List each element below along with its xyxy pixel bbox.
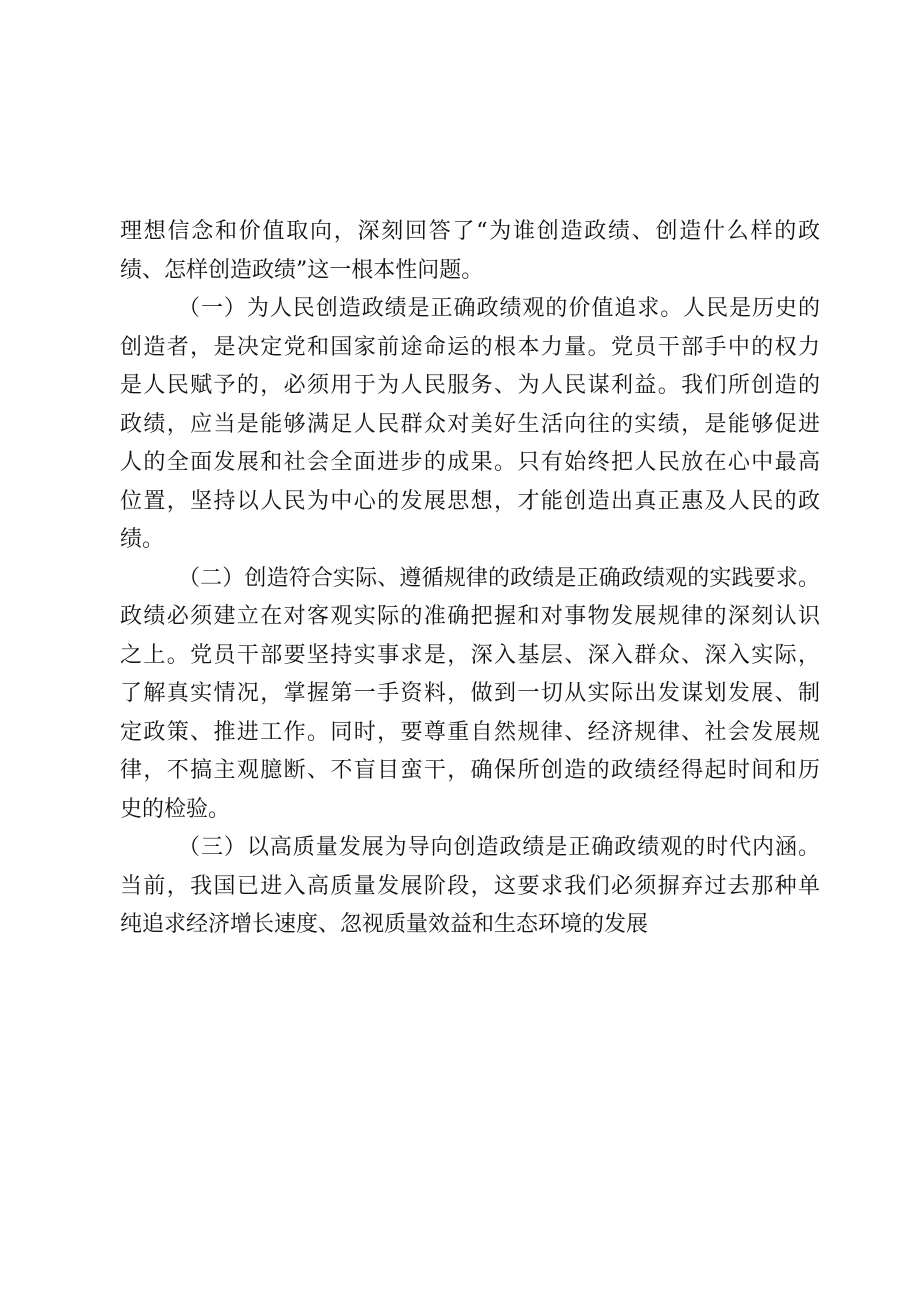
section-heading-line: （二）创造符合实际、遵循规律的政绩是正确政绩观的实践要求。 [178,565,820,591]
text-line: 之上。党员干部要坚持实事求是，深入基层、深入群众、深入实际， [120,642,820,668]
paragraph-section-two [120,560,820,830]
text-line: 纯追求经济增长速度、忽视质量效益和生态环境的发展 [120,912,649,937]
document-body [120,213,820,945]
section-heading-line: （三）以高质量发展为导向创造政绩是正确政绩观的时代内涵。 [178,835,820,860]
text-line: 位置，坚持以人民为中心的发展思想，才能创造出真正惠及人民的政 [120,488,820,514]
text-line: 理想信念和价值取向，深刻回答了“为谁创造政绩、创造什么样的政 [120,219,820,244]
text-line: 定政策、推进工作。同时，要尊重自然规律、经济规律、社会发展规 [120,719,820,745]
text-line: 了解真实情况，掌握第一手资料，做到一切从实际出发谋划发展、制 [120,681,820,706]
text-line: 史的检验。 [120,796,231,822]
text-line: 绩、怎样创造政绩”这一根本性问题。 [120,257,484,283]
text-line: 政绩必须建立在对客观实际的准确把握和对事物发展规律的深刻认识 [120,604,820,629]
text-line: 律，不搞主观臆断、不盲目蛮干，确保所创造的政绩经得起时间和历 [120,758,820,783]
section-heading-line: （一）为人民创造政绩是正确政绩观的价值追求。人民是历史的 [178,296,820,321]
text-line: 人的全面发展和社会全面进步的成果。只有始终把人民放在心中最高 [120,450,820,475]
text-line: 创造者，是决定党和国家前途命运的根本力量。党员干部手中的权力 [120,334,820,360]
paragraph-continuation [120,213,820,290]
text-line: 是人民赋予的，必须用于为人民服务、为人民谋利益。我们所创造的 [120,373,820,398]
text-line: 绩。 [120,527,165,552]
paragraph-section-three [120,829,820,945]
text-line: 当前，我国已进入高质量发展阶段，这要求我们必须摒弃过去那种单 [120,873,820,899]
paragraph-section-one [120,290,820,560]
text-line: 政绩，应当是能够满足人民群众对美好生活向往的实绩，是能够促进 [120,411,820,437]
